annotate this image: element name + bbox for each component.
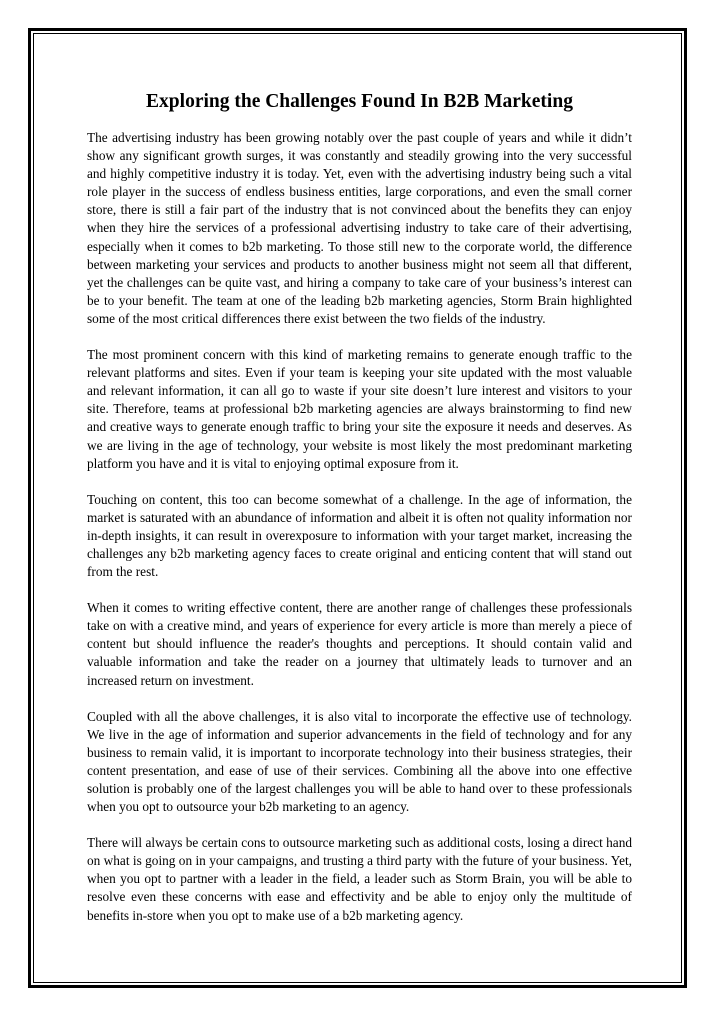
paragraph-technology: Coupled with all the above challenges, it is also vital to incorporate the effective use of technology. We live in the age of information and superior advancements in the field of technology and for any business to remain valid, it is important to incorporate technology into their business strategies, their content presentation, and ease of use of their services. Combining all the above into one effective solution is probably one of the largest challenges you will be able to hand over to these professionals when you opt to outsource your b2b marketing to an agency. <box>87 708 632 815</box>
paragraph-content: Touching on content, this too can become somewhat of a challenge. In the age of information, the market is saturated with an abundance of information and albeit it is often not quality information nor in-depth insights, it can result in overexposure to information with your target market, increasing the challenges any b2b marketing agency faces to create original and enticing content that will stand out from the rest. <box>87 491 632 580</box>
document-title: Exploring the Challenges Found In B2B Marketing <box>146 91 573 112</box>
paragraph-conclusion: There will always be certain cons to outsource marketing such as additional costs, losing a direct hand on what is going on in your campaigns, and trusting a third party with the future of your business. Yet, when you opt to partner with a leader in the field, a leader such as Storm Brain, you will be able to resolve even these concerns with ease and effectivity and be able to enjoy only the multitude of benefits in-store when you opt to make use of a b2b marketing agency. <box>87 835 632 923</box>
paragraph-intro: The advertising industry has been growing notably over the past couple of years and while it didn’t show any significant growth surges, it was constantly and steadily growing into the very successful and highly competitive industry it is today. Yet, even with the advertising industry being such a vital role player in the success of endless business entities, large corporations, and even the small corner store, there is still a fair part of the industry that is not convinced about the benefits they can enjoy when they hire the services of a professional advertising industry to take care of their advertising, especially when it comes to b2b marketing. To those still new to the corporate world, the difference between marketing your services and products to another business might not seem all that different, yet the challenges can be quite vast, and hiring a company to take care of your business’s interest can be to your benefit. The team at one of the leading b2b marketing agencies, Storm Brain highlighted some of the most critical differences there exist between the two fields of the industry. <box>87 130 632 326</box>
paragraph-writing: When it comes to writing effective content, there are another range of challenges these professionals take on with a creative mind, and years of experience for every article is more than merely a piece of content but should influence the reader's thoughts and perceptions. It should contain valid and valuable information and take the reader on a journey that ultimately leads to turnover and an increased return on investment. <box>87 600 632 688</box>
paragraph-traffic: The most prominent concern with this kind of marketing remains to generate enough traffic to the relevant platforms and sites. Even if your team is keeping your site updated with the most valuable and relevant information, it can all go to waste if your site doesn’t lure interest and visitors to your site. Therefore, teams at professional b2b marketing agencies are always brainstorming to find new and creative ways to generate enough traffic to bring your site the exposure it needs and deserves. As we are living in the age of technology, your website is most likely the most predominant marketing platform you have and it is vital to enjoying optimal exposure from it. <box>87 347 632 471</box>
document-body <box>87 87 632 943</box>
